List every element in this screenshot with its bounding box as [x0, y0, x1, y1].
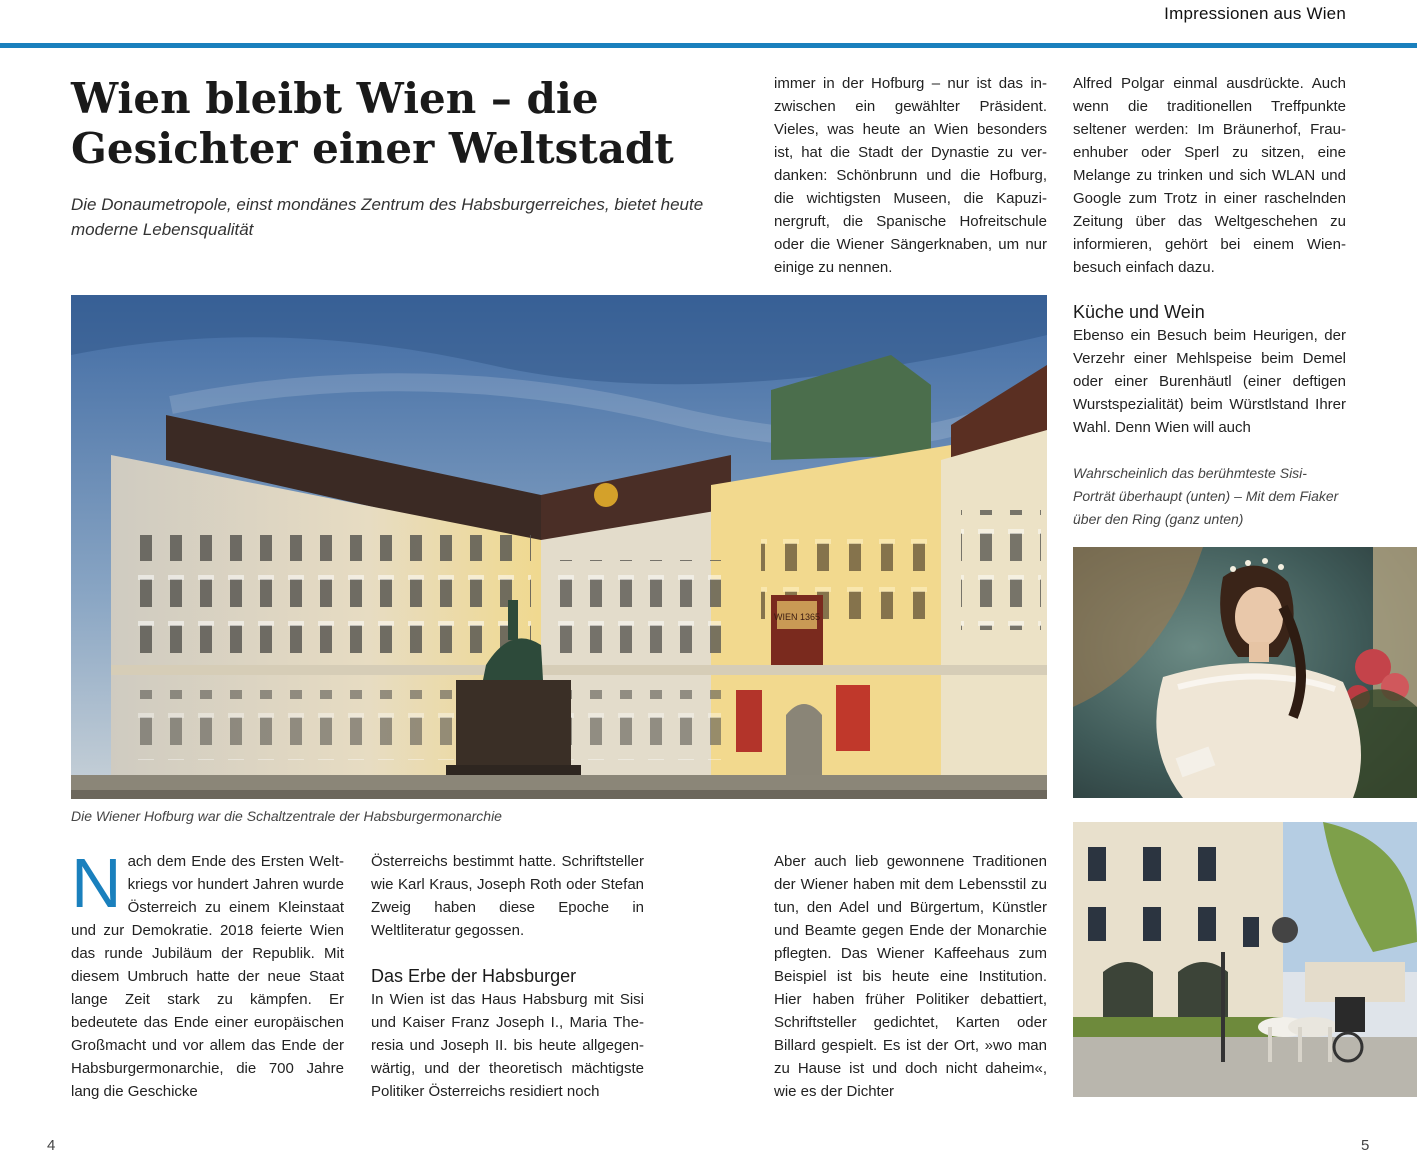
text-column-1	[71, 844, 344, 1103]
text-column-4-top	[1073, 72, 1346, 531]
page-number-right: 5	[1361, 1137, 1370, 1154]
paragraph: ach dem Ende des Ersten Weltkriegs vor hundert Jahren wurde Österreich zu einem Kleinstaat und zur Demokratie. 2018 feierte Wien das runde Jubiläum der Republik. Mit diesem Umbruch hatte der neue Staat lange Zeit stark zu kämpfen. Er bedeutete das Ende einer europäischen Großmacht und vor allem das Ende der Habsburgermonarchie, die 700 Jahre lang die Geschicke	[71, 853, 344, 1100]
page-number-left: 4	[47, 1137, 56, 1154]
paragraph: In Wien ist das Haus Habsburg mit Sisi und Kaiser Franz Joseph I., Maria Theresia und Joseph II. bis heute allgegenwärtig, und der theoretisch mächtigste Politiker Österreichs residiert noch	[371, 991, 644, 1100]
fiaker-ring-photo	[1073, 822, 1417, 1097]
drop-cap: N	[71, 844, 122, 922]
article-title: Wien bleibt Wien – die Gesichter einer Weltstadt	[71, 74, 674, 173]
photo-caption-hofburg: Die Wiener Hofburg war die Schaltzentrale der Habsburgermonarchie	[71, 808, 502, 824]
sisi-portrait-photo	[1073, 547, 1417, 798]
hofburg-banner-text: WIEN 1365	[773, 612, 821, 622]
paragraph: Aber auch lieb gewonnene Traditionen der Wiener haben mit dem Lebensstil zu tun, den Adel und Bürgertum, Künstler und Beamte gegen Ende der Monarchie pflegten. Das Wiener Kaffeehaus zum Beispiel ist bis heute eine Institution. Hier haben früher Politiker debattiert, Schriftsteller gedichtet, Karten oder Billard gespielt. Es ist der Ort, »wo man zu Hause ist und doch nicht daheim«, wie es der Dichter	[774, 853, 1047, 1100]
paragraph: Ebenso ein Besuch beim Heurigen, der Verzehr einer Mehlspeise beim Demel oder einer Burenhäutl (einer deftigen Wurstspezialität) beim Würstlstand Ihrer Wahl. Denn Wien will auch	[1073, 327, 1346, 436]
accent-bar	[0, 43, 1417, 48]
photo-caption-sisi: Wahrscheinlich das berühmteste Sisi-Porträt überhaupt (unten) – Mit dem Fiaker über den Ring (ganz unten)	[1073, 465, 1339, 527]
text-column-2	[371, 850, 644, 1103]
text-column-3-top	[774, 72, 1047, 279]
section-header-title: Impressionen aus Wien	[1164, 4, 1346, 23]
section-heading-kueche: Küche und Wein	[1073, 302, 1205, 322]
paragraph: immer in der Hofburg – nur ist das inzwischen ein gewählter Präsident. Vieles, was heute an Wien besonders ist, hat die Stadt der Dynastie zu verdanken: Schönbrunn und die Hofburg, die wichtigsten Museen, die Kapuzinergruft, die Spanische Hofreitschule oder die Wiener Sängerknaben, um nur einige zu nennen.	[774, 75, 1047, 276]
article-subtitle: Die Donaumetropole, einst mondänes Zentrum des Habsburgerreiches, bietet heute moderne Lebensqualität	[71, 195, 704, 239]
hofburg-photo	[71, 295, 1047, 799]
paragraph: Alfred Polgar einmal ausdrückte. Auch wenn die traditionellen Treffpunkte seltener werden: Im Bräunerhof, Frauenhuber oder Sperl zu sitzen, eine Melange zu trinken und sich WLAN und Google zum Trotz in einer raschelnden Zeitung über das Weltgeschehen zu informieren, gehört bei einem Wienbesuch einfach dazu.	[1073, 75, 1346, 276]
section-heading-habsburger: Das Erbe der Habsburger	[371, 966, 577, 986]
text-column-3-bottom	[774, 850, 1047, 1103]
paragraph: Österreichs bestimmt hatte. Schriftsteller wie Karl Kraus, Joseph Roth oder Stefan Zweig haben diese Epoche in Weltliteratur gegossen.	[371, 853, 644, 939]
